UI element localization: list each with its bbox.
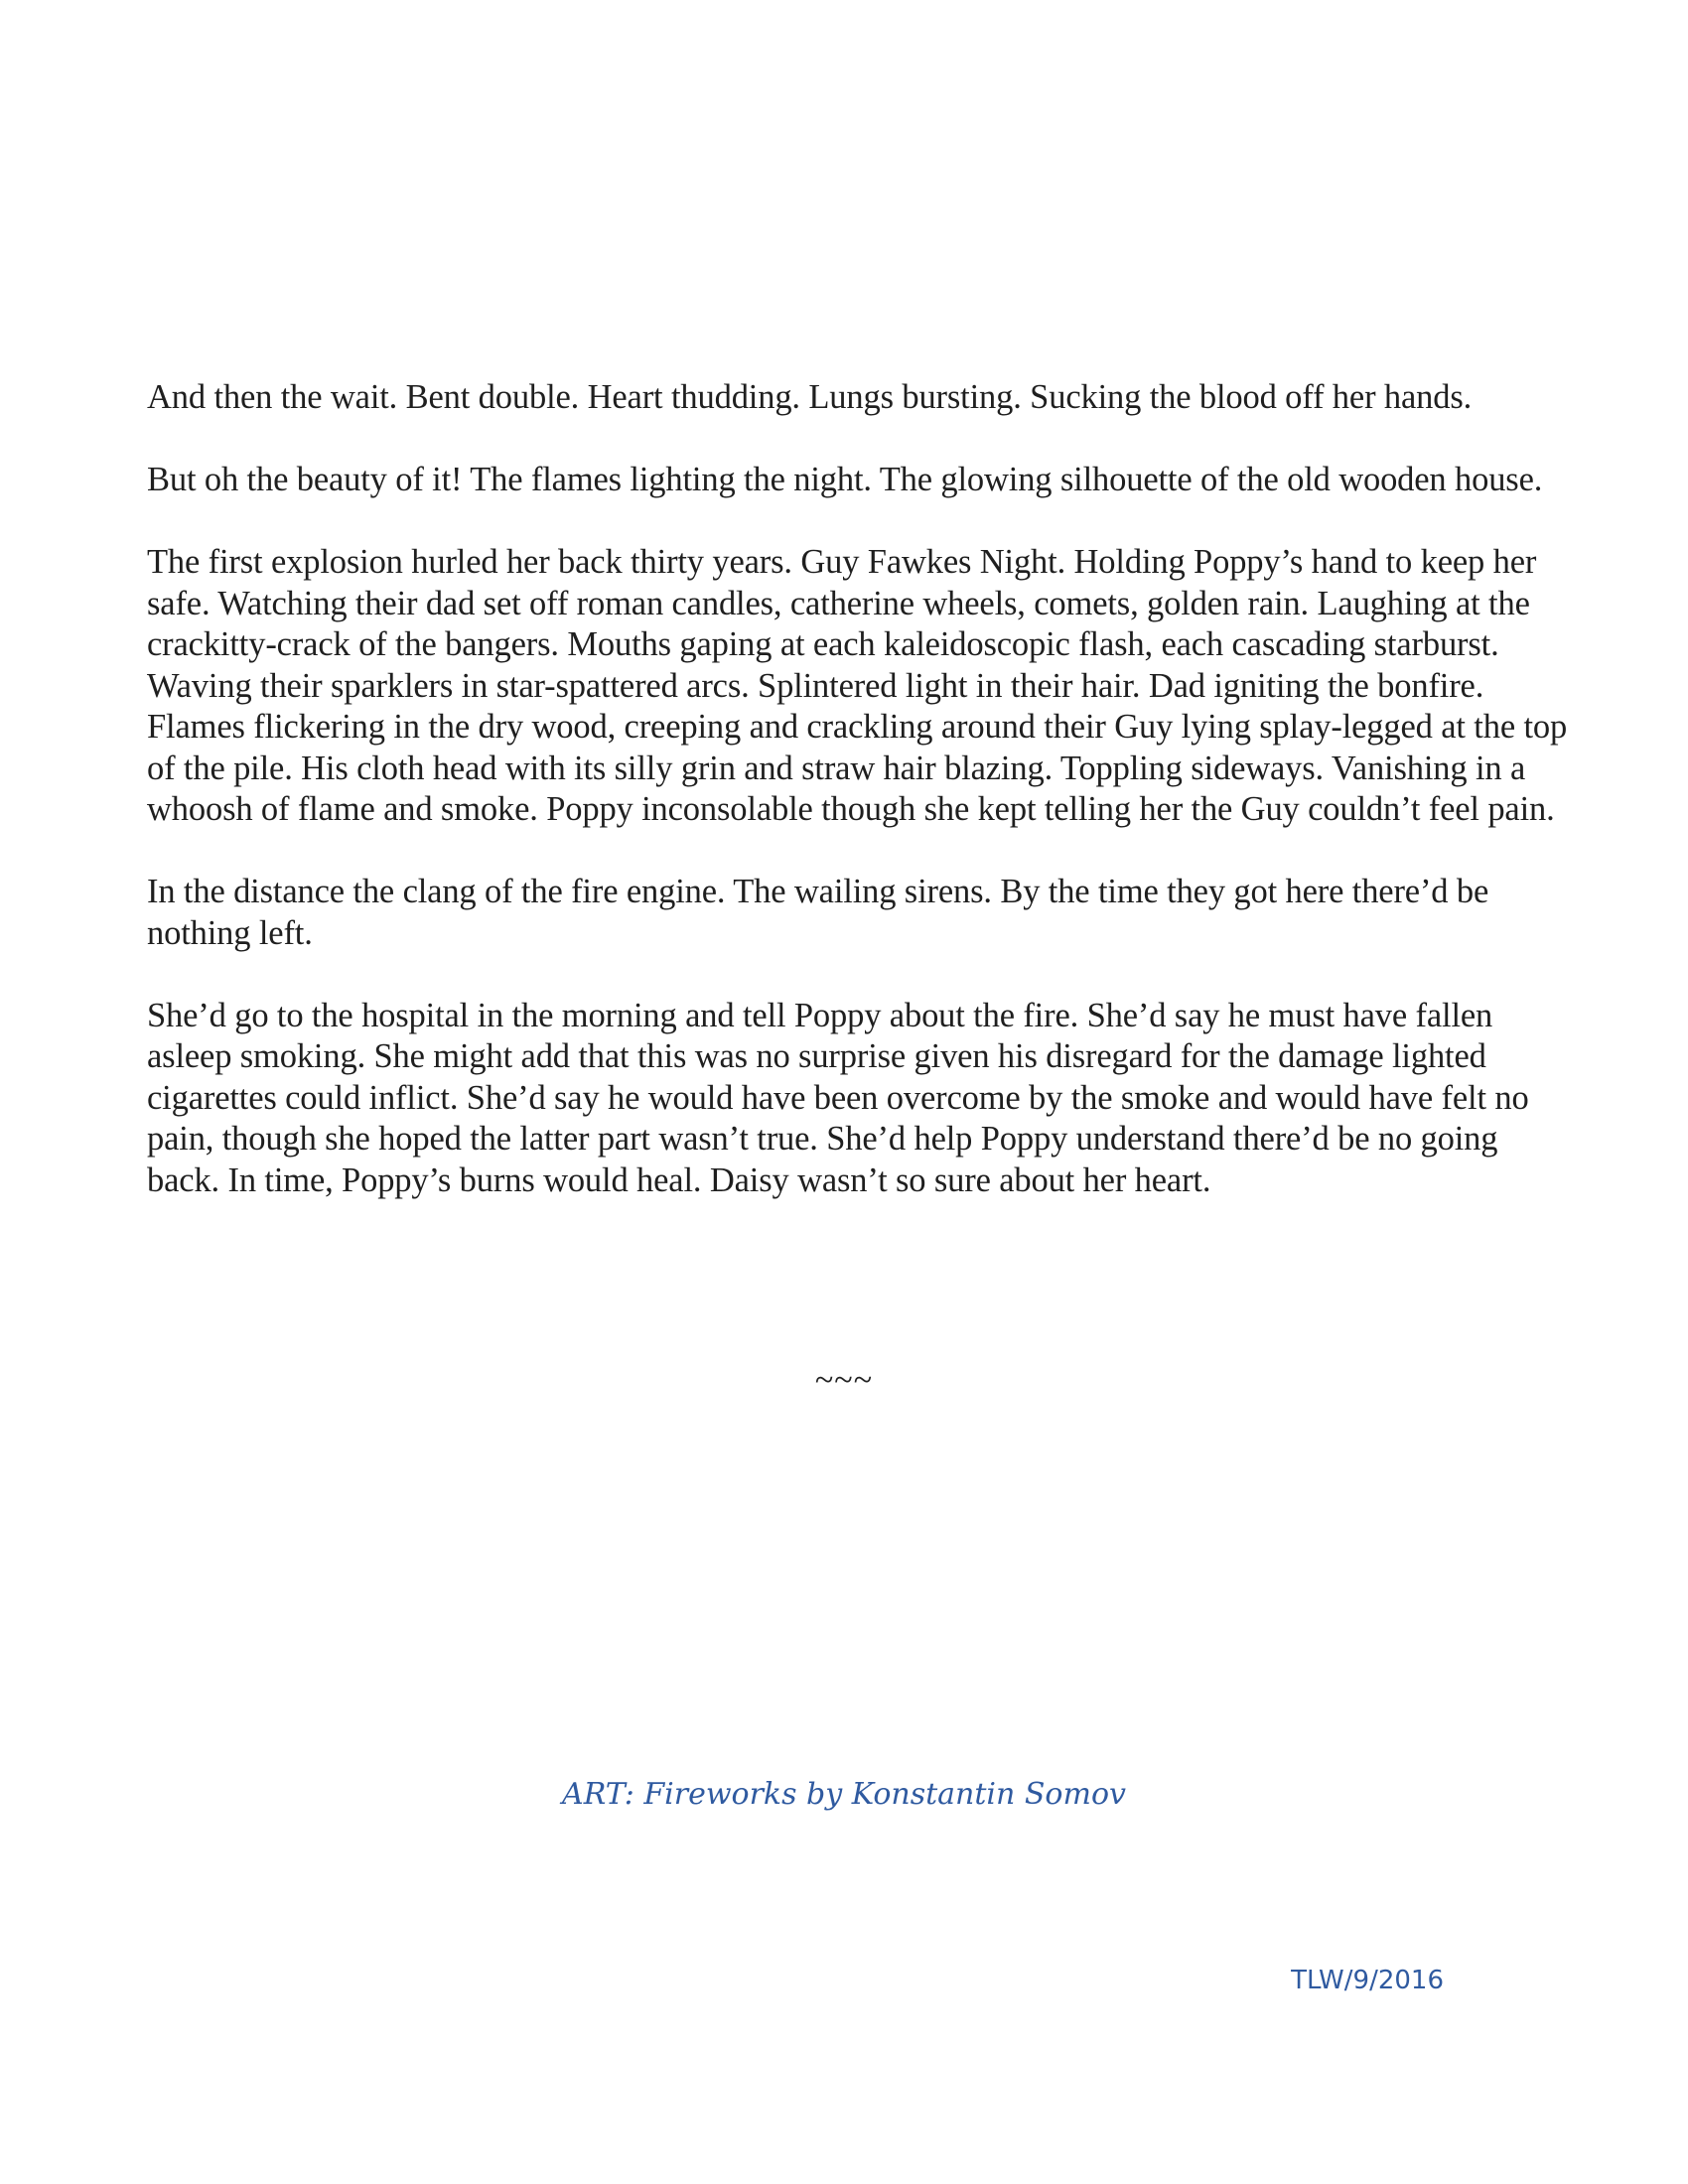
section-separator: ~~~ bbox=[814, 1362, 874, 1399]
paragraph-5: She’d go to the hospital in the morning and tell Poppy about the fire. She’d say he must have fallen asleep smoking. She might add that this was no surprise given his disregard for the damage lighted cigarettes could inflict. She’d say he would have been overcome by the smoke and would have felt no pain, though she hoped the latter part wasn’t true. She’d help Poppy understand there’d be no going back. In time, Poppy’s burns would heal. Daisy wasn’t so sure about her heart. bbox=[147, 996, 1529, 1199]
story-body bbox=[147, 377, 1577, 1243]
author-sign-off: TLW/9/2016 bbox=[1291, 1966, 1444, 1995]
paragraph-2: But oh the beauty of it! The flames lighting the night. The glowing silhouette of the old wooden house. bbox=[147, 461, 1543, 498]
art-credit: ART: Fireworks by Konstantin Somov bbox=[562, 1777, 1126, 1812]
paragraph-3: The first explosion hurled her back thirty years. Guy Fawkes Night. Holding Poppy’s hand to keep her safe. Watching their dad set off roman candles, catherine wheels, comets, golden rain. Laughing at the crackitty-crack of the bangers. Mouths gaping at each kaleidoscopic flash, each cascading starburst. Waving their sparklers in star-spattered arcs. Splintered light in their hair. Dad igniting the bonfire. Flames flickering in the dry wood, creeping and crackling around their Guy lying splay-legged at the top of the pile. His cloth head with its silly grin and straw hair blazing. Toppling sideways. Vanishing in a whoosh of flame and smoke. Poppy inconsolable though she kept telling her the Guy couldn’t feel pain. bbox=[147, 543, 1568, 828]
paragraph-1: And then the wait. Bent double. Heart thudding. Lungs bursting. Sucking the blood off her hands. bbox=[147, 378, 1473, 416]
paragraph-4: In the distance the clang of the fire engine. The wailing sirens. By the time they got here there’d be nothing left. bbox=[147, 873, 1489, 952]
